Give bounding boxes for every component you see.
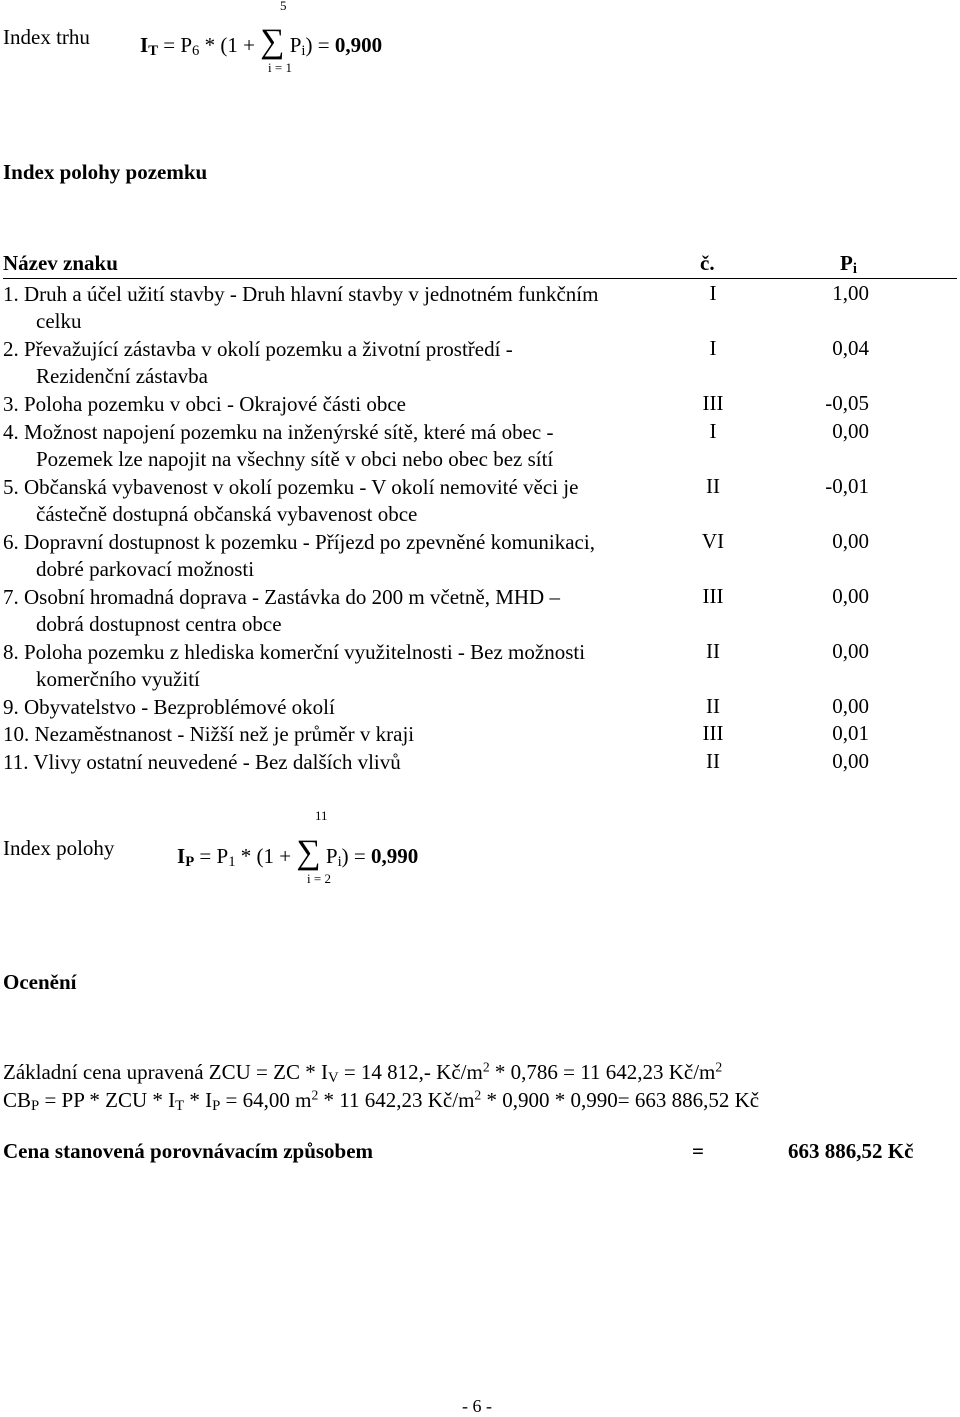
row-label-line1: 10. Nezaměstnanost - Nižší než je průměr v kraji: [3, 722, 415, 746]
section-title: Index polohy pozemku: [3, 160, 208, 184]
index-trhu-label: Index trhu: [3, 25, 90, 49]
row-label-line2: Pozemek lze napojit na všechny sítě v obci nebo obec bez sítí: [36, 446, 554, 471]
header-name: Název znaku: [3, 251, 118, 275]
row-label-line1: 1. Druh a účel užití stavby - Druh hlavní stavby v jednotném funkčním: [3, 282, 599, 306]
index-polohy-label: Index polohy: [3, 836, 115, 860]
row-label-line1: 5. Občanská vybavenost v okolí pozemku - V okolí nemovité věci je: [3, 474, 579, 499]
row-value: 0,04: [832, 336, 869, 360]
row-value: -0,01: [825, 473, 869, 498]
header-number: č.: [700, 251, 715, 275]
row-label-line1: 7. Osobní hromadná doprava - Zastávka do 200 m včetně, MHD –: [3, 584, 560, 609]
row-label: [3, 721, 683, 748]
row-value: 0,00: [832, 528, 869, 553]
row-label: [3, 419, 683, 473]
final-price-label: Cena stanovená porovnávacím způsobem: [3, 1139, 374, 1163]
row-label-line1: 11. Vlivy ostatní neuvedené - Bez dalších vlivů: [3, 749, 401, 774]
sigma-symbol: ∑: [260, 23, 285, 60]
row-label: [3, 281, 683, 335]
row-number: II: [706, 473, 720, 498]
row-number: III: [702, 391, 724, 415]
index-polohy-formula: $I_P = P_1 * (1$ + ∑ $P_i) = 0,990$: [177, 834, 419, 871]
row-value: 0,00: [832, 583, 869, 608]
row-label-line1: 8. Poloha pozemku z hlediska komerční využitelnosti - Bez možnosti: [3, 639, 586, 664]
row-value: 0,00: [832, 693, 869, 718]
final-price-equals: =: [692, 1139, 704, 1163]
row-number: I: [709, 336, 717, 360]
zcu-line: Základní cena upravená ZCU = ZC * $I_V = 14$ 812,- $Kč/m^2 * 0,786 = 11$ 642,23 $Kč/m^2$: [3, 1059, 723, 1087]
row-label: [3, 391, 683, 418]
sigma-symbol: ∑: [296, 834, 321, 871]
row-label-line2: částečně dostupná občanská vybavenost obce: [36, 501, 418, 526]
row-label-line2: celku: [36, 309, 82, 333]
sum-upper-limit: 11: [315, 808, 328, 823]
row-value: 1,00: [832, 281, 869, 305]
sum-upper-limit: 5: [280, 0, 287, 13]
index-trhu-result: 0,900: [334, 33, 383, 57]
row-label-line1: 6. Dopravní dostupnost k pozemku - Příjezd po zpevněné komunikaci,: [3, 529, 595, 554]
row-number: II: [706, 638, 720, 663]
sum-lower-limit: i = 2: [307, 871, 331, 886]
row-value: -0,05: [825, 391, 869, 415]
row-number: I: [709, 281, 717, 305]
row-value: 0,00: [832, 748, 869, 773]
row-value: 0,00: [832, 638, 869, 663]
row-number: III: [702, 721, 724, 745]
row-label: [3, 474, 683, 528]
row-value: 0,00: [832, 418, 869, 443]
index-trhu-formula: $I_T = P_6 * (1$ + ∑ $P_i) = 0,900$: [140, 23, 383, 60]
row-label: [3, 336, 683, 390]
row-number: VI: [701, 528, 725, 553]
row-label-line2: dobré parkovací možnosti: [36, 556, 255, 581]
row-number: II: [706, 748, 720, 773]
row-label: [3, 529, 683, 583]
row-label-line1: 2. Převažující zástavba v okolí pozemku a životní prostředí -: [3, 337, 513, 361]
cb-line: $CB_P$ = PP * ZCU * $I_T * I_P = 64,00$ $m^2 * 11$ 642,23 $Kč/m^2 * 0,900 * 0,990= 663$ 886,52 Kč: [3, 1087, 760, 1115]
row-label: [3, 694, 683, 721]
row-label-line2: komerčního využití: [36, 666, 200, 691]
row-number: I: [709, 418, 717, 443]
row-label-line2: Rezidenční zástavba: [36, 364, 208, 388]
sum-lower-limit: i = 1: [268, 60, 292, 75]
header-divider: [3, 278, 957, 279]
page-number: - 6 -: [462, 1396, 492, 1416]
row-number: III: [702, 583, 724, 608]
row-label-line1: 4. Možnost napojení pozemku na inženýrské sítě, které má obec -: [3, 419, 554, 444]
index-polohy-result: 0,990: [371, 844, 419, 868]
row-label: [3, 639, 683, 693]
oceneni-title: Ocenění: [3, 970, 77, 994]
row-label: [3, 749, 683, 776]
row-number: II: [706, 693, 720, 718]
row-label-line1: 9. Obyvatelstvo - Bezproblémové okolí: [3, 694, 335, 719]
row-label-line1: 3. Poloha pozemku v obci - Okrajové části obce: [3, 392, 406, 416]
header-p: $P_i$: [840, 251, 857, 278]
row-value: 0,01: [832, 721, 869, 745]
row-label-line2: dobrá dostupnost centra obce: [36, 611, 282, 636]
row-label: [3, 584, 683, 638]
final-price-value: 663 886,52 Kč: [788, 1139, 914, 1163]
